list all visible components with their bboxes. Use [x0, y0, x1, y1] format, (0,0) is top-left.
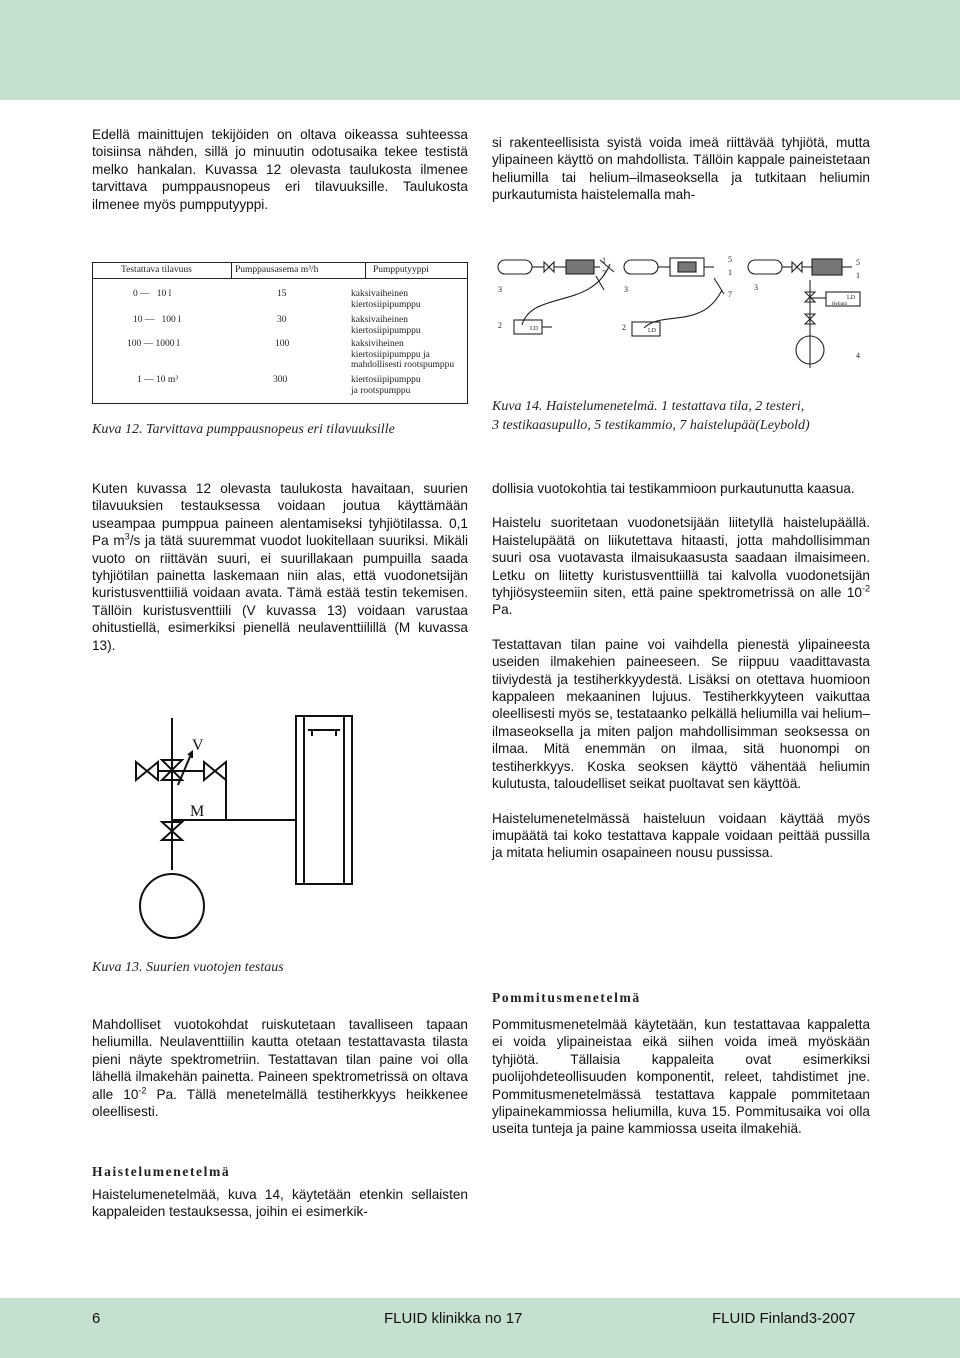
- test-volume-icon: [812, 259, 842, 275]
- fig14-label: 1: [856, 271, 860, 280]
- fig13-label-v: V: [192, 737, 204, 754]
- fig14-label: 1: [602, 256, 606, 265]
- figure-13: [128, 710, 388, 950]
- text-run: Pa.: [492, 602, 513, 618]
- fig14-label: 7: [602, 269, 606, 278]
- fig12-type: [351, 315, 421, 336]
- right-column: [492, 480, 870, 862]
- fig14-label: 3: [498, 285, 502, 294]
- fig12-header-rate: Pumppausasema m³/h: [235, 265, 319, 275]
- valve-icon: [204, 762, 226, 780]
- right-paragraph-5: Pommitusmenetelmää käytetään, kun testattavaa kappaletta ei voida ylipaineistaa eikä siihen voida imeä myöskään tyhjiötä. Tällaisia kappaleita ovat esimerkiksi puolijohdeteollisuuden komponentit, releet, tahdistimet jne. Pommitusmenetelmässä testattava kappale pommitetaan ylipainekammiossa heliumilla, kuva 15. Pommitusaika voi olla useita tunteja ja paine kammiossa useita ilmakehiä.: [492, 1017, 870, 1137]
- text-run: Mahdolliset vuotokohdat ruiskutetaan tavalliseen tapaan heliumilla. Neulaventtiilin kautta otetaan testattavasta tilasta pieni näyte spektrometriin. Testattavan tilan paine voi olla lähellä ilmakehän painetta. Paineen spektrometrissä on oltava alle 10: [92, 1017, 468, 1102]
- fig12-caption: Kuva 12. Tarvittava pumppausnopeus eri tilavuuksille: [92, 422, 395, 437]
- right-column-2: [492, 1016, 870, 1138]
- right-paragraph-4: Haistelumenetelmässä haisteluun voidaan käyttää myös imupäätä tai koko testattava kappale voidaan peittää pussilla ja mitata heliumin osapaineen nousu pussissa.: [492, 810, 870, 861]
- fig12-type: [351, 375, 421, 396]
- left-paragraph-2: [92, 1016, 468, 1120]
- fig13-caption: Kuva 13. Suurien vuotojen testaus: [92, 960, 284, 975]
- top-band: [0, 0, 960, 100]
- fig12-header-volume: Testattava tilavuus: [121, 265, 192, 275]
- page-number: 6: [92, 1310, 101, 1327]
- top-right-text: [492, 134, 870, 204]
- fig12-type-line: kiertosiipipumppu ja: [351, 349, 430, 360]
- fig12-type-line: kaksivaiheinen: [351, 289, 408, 299]
- valve-icon: [792, 262, 802, 272]
- fig12-vol: 0 — 10 l: [133, 289, 172, 299]
- fig14-label: 3: [624, 285, 628, 294]
- fig14-caption-line: 3 testikaasupullo, 5 testikammio, 7 haistelupää(Leybold): [492, 418, 810, 433]
- bottom-band: [0, 1298, 960, 1358]
- heading-haistelumenetelma: Haistelumenetelmä: [92, 1164, 231, 1179]
- fig12-type-line: kiertosiipipumppu: [351, 375, 421, 385]
- right-paragraph-3: Testattavan tilan paine voi vaihdella pienestä ylipaineesta useiden ilmakehien paineeseen. Se riippuu vaadittavasta tiiviydestä ja testiherkkyydestä. Lisäksi on otettava huomioon kappaleen mekaaninen lujuus. Testiherkkyyteen vaikuttaa oleellisesti myös se, testataanko pelkällä heliumilla vai helium–ilmaseoksella ja miten paljon mahdollisimman seoksessa on ilmaa. Mitä enemmän on ilmaa, sitä huonompi on testiherkkyys. Koska seoksen käyttö vähentää heliumin kulutusta, taloudelliset seikat puoltavat sen käyttöä.: [492, 636, 870, 792]
- top-right-paragraph: si rakenteellisista syistä voida imeä riittävää tyhjiötä, mutta ylipaineen käyttö on mahdollista. Tällöin kappale paineistetaan heliumilla tai helium–ilmaseoksella ja tutkitaan heliumin purkautumista haistelemalla mah-: [492, 135, 870, 203]
- footer-center: FLUID klinikka no 17: [384, 1310, 523, 1327]
- fig14-caption-line: Kuva 14. Haistelumenetelmä. 1 testattava tila, 2 testeri,: [492, 399, 805, 414]
- test-volume-icon: [566, 260, 594, 274]
- footer-right: FLUID Finland3-2007: [712, 1310, 856, 1327]
- fig12-col-divider-2: [365, 263, 366, 278]
- fig12-type: [351, 289, 421, 310]
- heading-pommitusmenetelma: Pommitusmenetelmä: [492, 990, 641, 1005]
- fig14-label: Helium: [832, 302, 847, 307]
- right-paragraph-1: dollisia vuotokohtia tai testikammioon purkautunutta kaasua.: [492, 481, 855, 496]
- left-column: [92, 480, 468, 654]
- left-column-3: [92, 1186, 468, 1221]
- fig12-rate: 300: [273, 375, 288, 385]
- fig14-label: 7: [728, 290, 732, 299]
- fig12-vol: 100 — 1000 l: [127, 339, 180, 349]
- fig14-label: LD: [648, 328, 656, 334]
- superscript: -2: [138, 1085, 147, 1096]
- fig14-label: 5: [856, 258, 860, 267]
- figure-14: [492, 250, 872, 380]
- fig12-type-line: kaksivaiheinen: [351, 315, 408, 325]
- fig14-caption: [492, 397, 892, 435]
- fig14-label: LD: [847, 295, 855, 301]
- fig14-label: LD: [530, 326, 538, 332]
- fig14-label: 2: [498, 321, 502, 330]
- text-run: Kuten kuvassa 12 olevasta taulukosta havaitaan, suurien tilavuuksien testauksessa voidaan joutua käyttämään useampaa pumppua paineen alentamiseksi tyhjiötilassa. 0,1 Pa m: [92, 481, 468, 549]
- fig14-label: 3: [754, 283, 758, 292]
- gas-cylinder-icon: [748, 260, 782, 274]
- fig12-vol: 10 — 100 l: [133, 315, 181, 325]
- text-run: Pa. Tällä menetelmällä testiherkkyys heikkenee oleellisesti.: [92, 1086, 469, 1120]
- gas-cylinder-icon: [624, 260, 658, 274]
- fig13-label-m: M: [190, 803, 205, 820]
- fig12-type: [351, 339, 454, 371]
- fig12-type-line: kaksiviheinen: [351, 339, 404, 349]
- fig14-label: 1: [728, 268, 732, 277]
- fig12-type-line: kiertosiipipumppu: [351, 299, 421, 310]
- fig14-label: 5: [728, 255, 732, 264]
- figure-12: [92, 262, 468, 404]
- right-paragraph-2: [492, 514, 870, 618]
- superscript: 3: [124, 531, 130, 542]
- fig12-rate: 100: [275, 339, 290, 349]
- fig12-rate: 30: [277, 315, 287, 325]
- valve-icon: [136, 762, 158, 780]
- left-paragraph-1: [92, 480, 468, 654]
- left-column-2: [92, 1016, 468, 1120]
- fig14-label: 4: [856, 351, 860, 360]
- text-run: /s ja tätä suuremmat vuodot luokitellaan suuriksi. Mikäli vuoto on riittävän suuri, ei suurillakaan pumpuilla saada tyhjiötilan painetta laskemaan niin alas, että vuodonetsijän kuristusventtiiliä voidaan avata. Tämä estää testin tekemisen. Tällöin kuristusventtiili (V kuvassa 13) voidaan varustaa ohitustiellä, esimerkiksi pienellä neulaventtiilillä (M kuvassa 13).: [92, 533, 468, 653]
- fig12-col-divider-1: [231, 263, 232, 278]
- fig12-rate: 15: [277, 289, 287, 299]
- top-left-paragraph: Edellä mainittujen tekijöiden on oltava oikeassa suhteessa toisiinsa nähden, sillä jo minuutin odotusaika tekee testistä melko hankalan. Kuvassa 12 olevasta taulukosta ilmenee tarvittava pumppausnopeus eri tilavuuksille. Taulukosta ilmenee myös pumpputyyppi.: [92, 127, 468, 212]
- gas-cylinder-icon: [498, 260, 532, 274]
- superscript: -2: [861, 583, 870, 594]
- text-run: Haistelu suoritetaan vuodonetsijään liitetyllä haistelupäällä. Haistelupäätä on liikutettava hitaasti, jotta mahdollisimman suuri osa vuotavasta ilmaisukaasusta saadaan ilmaisimeen. Letku on liitetty kuristusventtiillä tai kalvolla vuodonetsijän tyhjiösysteemiin siten, että paine spektrometrissä on alle 10: [492, 515, 870, 601]
- fig12-type-line: mahdollisesti rootspumppu: [351, 360, 455, 370]
- left-paragraph-3: Haistelumenetelmää, kuva 14, käytetään etenkin sellaisten kappaleiden testauksessa, joihin ei esimerkik-: [92, 1187, 468, 1220]
- top-left-text: [92, 126, 468, 213]
- valve-icon: [544, 262, 554, 272]
- pump-icon: [140, 874, 204, 938]
- fig12-vol: 1 — 10 m³: [137, 375, 179, 385]
- fig12-type-line: ja rootspumppu: [351, 385, 411, 396]
- fig12-type-line: kiertosiipipumppu: [351, 325, 421, 336]
- fig12-header-type: Pumpputyyppi: [373, 265, 429, 275]
- fig14-label: 2: [622, 323, 626, 332]
- fig12-header-row: [93, 263, 467, 279]
